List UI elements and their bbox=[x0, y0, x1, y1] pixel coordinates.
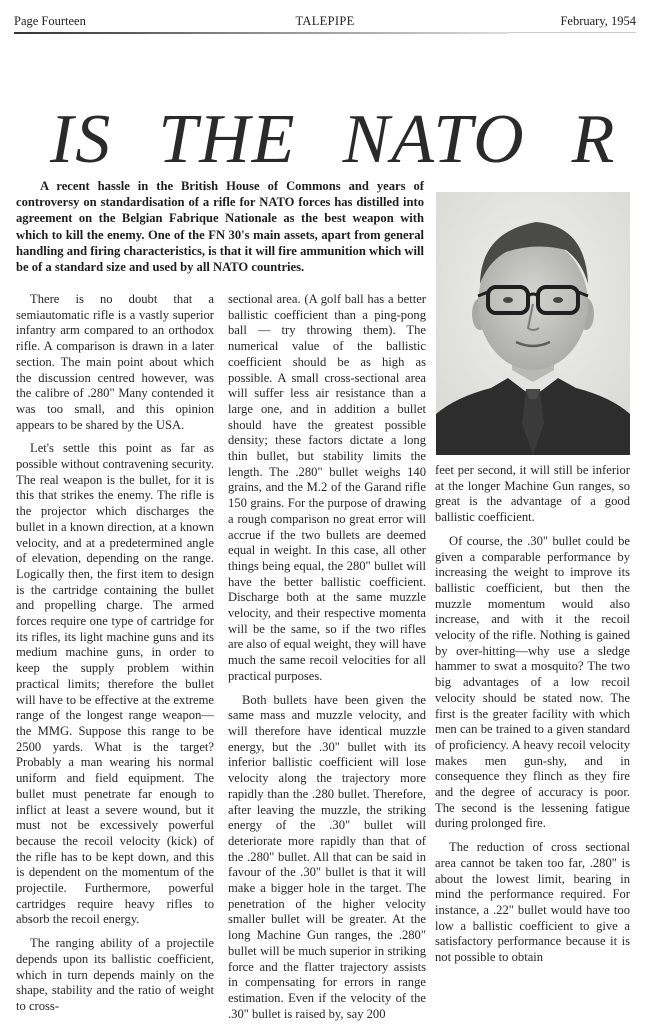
header-rule bbox=[14, 32, 508, 34]
paragraph: Both bullets have been given the same mass and muzzle velocity, and will therefore have identical muzzle energy, but the .30" bullet with its inferior ballistic coefficient will lose velocity along the trajectory more rapidly than the .280 bullet. Therefore, after leaving the muzzle, the striking energy of the .30" bullet will deteriorate more rapidly than that of the .280" bullet. All that can be said in favour of the .30" bullet is that it will make a bigger hole in the target. The penetration of the higher velocity smaller bullet will be greater. At the long Machine Gun ranges, the .280" bullet will be much superior in striking force and the flatter trajectory assists in compensating for errors in range estimation. Even if the velocity of the .30" bullet is raised by, say 200 bbox=[228, 692, 426, 1021]
paragraph-continued: sectional area. (A golf ball has a better ballistic coefficient than a ping-pong ball — try throwing them). The numerical value of the ballistic coefficient should be as high as possible. A small cross-sectional area will suffer less air resistance than a large one, and in addition a bullet should have the greatest possible density; these factors dictate a long thin bullet, but stability limits the length. The .280" bullet weighs 140 grains, and the M.2 of the Garand rifle 150 grains. For the purpose of drawing a rough comparison no great error will accrue if the two bullets are deemed equal in weight. In this case, all other things being equal, the 280" bullet will have the better ballistic coefficient. Discharge both at the same muzzle velocity, and their respective momenta will be the same, so if the two rifles are also of equal weight, they will have much the same recoil velocities for all practical purposes. bbox=[228, 292, 426, 683]
headline-word: IS bbox=[50, 100, 113, 178]
header-rule-faint bbox=[508, 32, 636, 33]
headline-word: THE bbox=[158, 100, 297, 178]
paragraph: Let's settle this point as far as possible without contravening security. The real weapon is the bullet, for it is this that strikes the enemy. The rifle is the projector which discharges the bullet in a known direction, at a known velocity, and at a predetermined angle of elevation, depending on the range. Logically then, the first item to design is the cartridge containing the bullet and propelling charge. The armed forces require one type of cartridge for its rifles, its light machine guns and its medium machine guns, in order to keep the supply problem within practical limits; therefore the bullet will have to be effective at the extreme range of the longest range weapon—the MMG. Suppose this range to be 2500 yards. What is the target? Probably a man wearing his normal uniform and field equipment. The bullet must penetrate far enough to inflict at least a severe wound, but it must not be excessively powerful because the recoil velocity (kick) of the rifle has to be kept down, and this is dependent on the momentum of the projectile. Furthermore, powerful cartridges require heavy rifles to absorb the recoil energy. bbox=[16, 441, 214, 927]
article-column-3 bbox=[435, 463, 630, 974]
article-column-2 bbox=[228, 292, 426, 1030]
paragraph: There is no doubt that a semiautomatic rifle is a vastly superior infantry arm compared to an orthodox rifle. A comparison is drawn in a later section. The main point about which the discussion centred however, was the calibre of .280" Many contended it was too small, and this opinion appears to be shared by the USA. bbox=[16, 292, 214, 432]
page-number: Page Fourteen bbox=[14, 14, 86, 28]
article-column-1 bbox=[16, 292, 214, 1023]
issue-date: February, 1954 bbox=[560, 14, 636, 28]
standfirst bbox=[16, 178, 424, 275]
paragraph: The reduction of cross sectional area cannot be taken too far, .280" is about the lowest limit, bearing in mind the performance required. For instance, a .22" bullet would have too low a ballistic coefficient to give a satisfactory performance because it is not possible to obtain bbox=[435, 840, 630, 965]
publication-name: TALEPIPE bbox=[295, 14, 355, 28]
headline bbox=[50, 100, 650, 178]
running-head bbox=[14, 14, 636, 32]
headline-word-clipped: R bbox=[571, 100, 617, 178]
paragraph-continued: feet per second, it will still be inferior at the longer Machine Gun ranges, so great is the advantage of a good ballistic coefficient. bbox=[435, 463, 630, 525]
paragraph: Of course, the .30" bullet could be given a comparable performance by increasing the weight to improve its ballistic coefficient, but then the muzzle momentum would also increase, and with it the recoil velocity of the rifle. Nothing is gained by over-hitting—why use a sledge hammer to swat a mosquito? The two big advantages of a low recoil velocity should be stated now. The first is the greater facility with which men can be trained to a given standard of proficiency. A heavy recoil velocity makes men gun-shy, and in consequence they flinch as they fire and the degree of accuracy is poor. The second is the lessening fatigue during prolonged fire. bbox=[435, 533, 630, 831]
paragraph: The ranging ability of a projectile depends upon its ballistic coefficient, which in turn depends mainly on the shape, stability and the ratio of weight to cross- bbox=[16, 936, 214, 1013]
portrait-image bbox=[436, 192, 630, 455]
standfirst-text: A recent hassle in the British House of Commons and years of controversy on standardisation of a rifle for NATO forces has distilled into agreement on the Belgian Fabrique Nationale as the best weapon with which to kill the enemy. One of the FN 30's main assets, apart from general handling and firing characteristics, is that it will fire ammunition which will be of a standard size and used by all NATO countries. bbox=[16, 179, 424, 275]
headline-word: NATO bbox=[342, 100, 526, 178]
portrait-photo bbox=[436, 192, 630, 455]
